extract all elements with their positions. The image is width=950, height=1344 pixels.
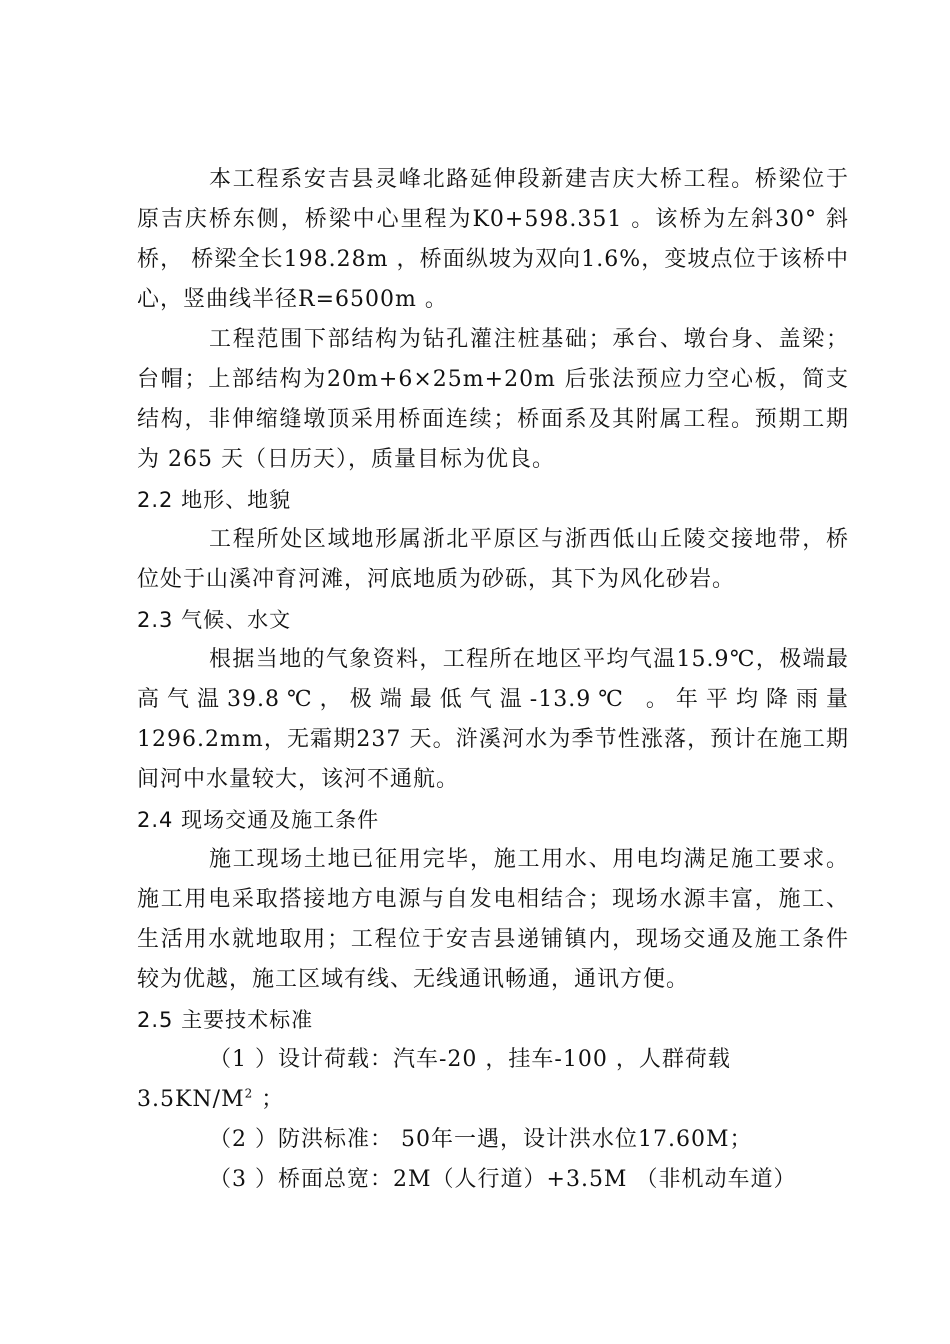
project-scope-paragraph: 工程范围下部结构为钻孔灌注桩基础；承台、墩台身、盖梁；台帽；上部结构为20m+6×25m+20m 后张法预应力空心板，简支结构，非伸缩缝墩顶采用桥面连续；桥面系及其附属工程。预期工期为 265 天（日历天），质量目标为优良。 <box>137 327 849 472</box>
project-overview-paragraph: 本工程系安吉县灵峰北路延伸段新建吉庆大桥工程。桥梁位于原吉庆桥东侧，桥梁中心里程为K0+598.351 。该桥为左斜30° 斜桥， 桥梁全长198.28m ，桥面纵坡为双向1.6%，变坡点位于该桥中心，竖曲线半径R=6500m 。 <box>137 167 849 312</box>
climate-paragraph: 根据当地的气象资料，工程所在地区平均气温15.9℃，极端最高气温39.8℃，极端最低气温-13.9℃ 。年平均降雨量1296.2mm，无霜期237 天。浒溪河水为季节性涨落，预计在施工期间河中水量较大，该河不通航。 <box>137 647 849 792</box>
section-heading-terrain: 2.2 地形、地貌 <box>137 488 292 512</box>
design-load-text: （1 ）设计荷载：汽车-20 ，挂车-100 ，人群荷载 3.5KN/M <box>137 1047 731 1112</box>
section-heading-site-conditions: 2.4 现场交通及施工条件 <box>137 808 380 832</box>
technical-item-flood-standard: （2 ）防洪标准： 50年一遇，设计洪水位17.60M； <box>209 1127 753 1152</box>
design-load-end: ； <box>253 1087 285 1112</box>
section-heading-climate: 2.3 气候、水文 <box>137 608 292 632</box>
terrain-paragraph: 工程所处区域地形属浙北平原区与浙西低山丘陵交接地带，桥位处于山溪冲育河滩，河底地质为砂砾，其下为风化砂岩。 <box>137 527 849 592</box>
technical-item-design-load <box>137 1040 849 1120</box>
document-body <box>137 160 849 1200</box>
technical-item-deck-width: （3 ）桥面总宽：2M（人行道）+3.5M （非机动车道） <box>209 1167 797 1192</box>
section-heading-technical-standards: 2.5 主要技术标准 <box>137 1008 314 1032</box>
superscript-2: 2 <box>244 1086 254 1101</box>
site-conditions-paragraph: 施工现场土地已征用完毕，施工用水、用电均满足施工要求。施工用电采取搭接地方电源与自发电相结合；现场水源丰富，施工、生活用水就地取用；工程位于安吉县递铺镇内，现场交通及施工条件较为优越，施工区域有线、无线通讯畅通，通讯方便。 <box>137 847 849 992</box>
